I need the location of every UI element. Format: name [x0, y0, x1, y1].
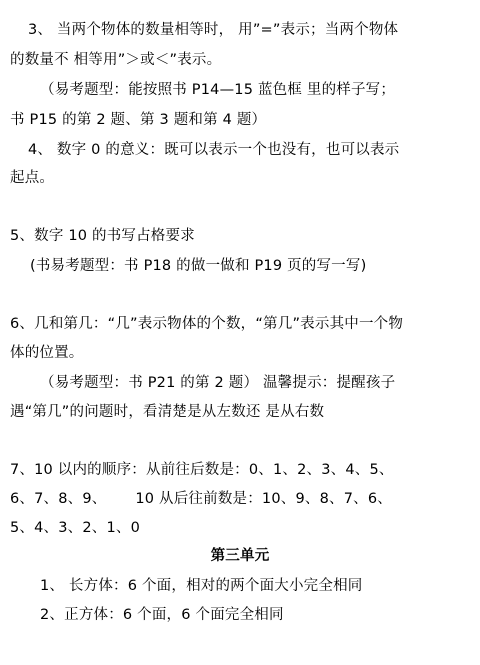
text-line-11: （易考题型：书 P21 的第 2 题） 温馨提示：提醒孩子: [40, 375, 396, 391]
text-line-7: 5、数字 10 的书写占格要求: [10, 228, 195, 244]
text-line-4: 书 P15 的第 2 题、第 3 题和第 4 题）: [10, 112, 267, 128]
text-line-5: 4、 数字 0 的意义：既可以表示一个也没有，也可以表示: [28, 142, 400, 158]
text-line-12: 遇“第几”的问题时，看清楚是从左数还 是从右数: [10, 404, 325, 420]
text-line-14: 6、7、8、9、 10 从后往前数是：10、9、8、7、6、: [10, 491, 392, 507]
text-line-8: (书易考题型：书 P18 的做一做和 P19 页的写一写): [30, 258, 367, 274]
text-line-17: 2、正方体：6 个面，6 个面完全相同: [40, 607, 284, 623]
text-line-9: 6、几和第几：“几”表示物体的个数，“第几”表示其中一个物: [10, 316, 404, 332]
text-line-13: 7、10 以内的顺序：从前往后数是：0、1、2、3、4、5、: [10, 462, 394, 478]
text-line-15: 5、4、3、2、1、0: [10, 520, 141, 536]
text-line-3: （易考题型：能按照书 P14—15 蓝色框 里的样子写；: [40, 82, 396, 98]
unit-heading: 第三单元: [210, 548, 270, 564]
text-line-2: 的数量不 相等用”＞或＜”表示。: [10, 52, 222, 68]
text-line-6: 起点。: [10, 170, 55, 186]
text-line-16: 1、 长方体：6 个面，相对的两个面大小完全相同: [40, 578, 363, 594]
text-line-1: 3、 当两个物体的数量相等时， 用”=”表示；当两个物体: [28, 22, 399, 38]
text-line-10: 体的位置。: [10, 345, 84, 361]
